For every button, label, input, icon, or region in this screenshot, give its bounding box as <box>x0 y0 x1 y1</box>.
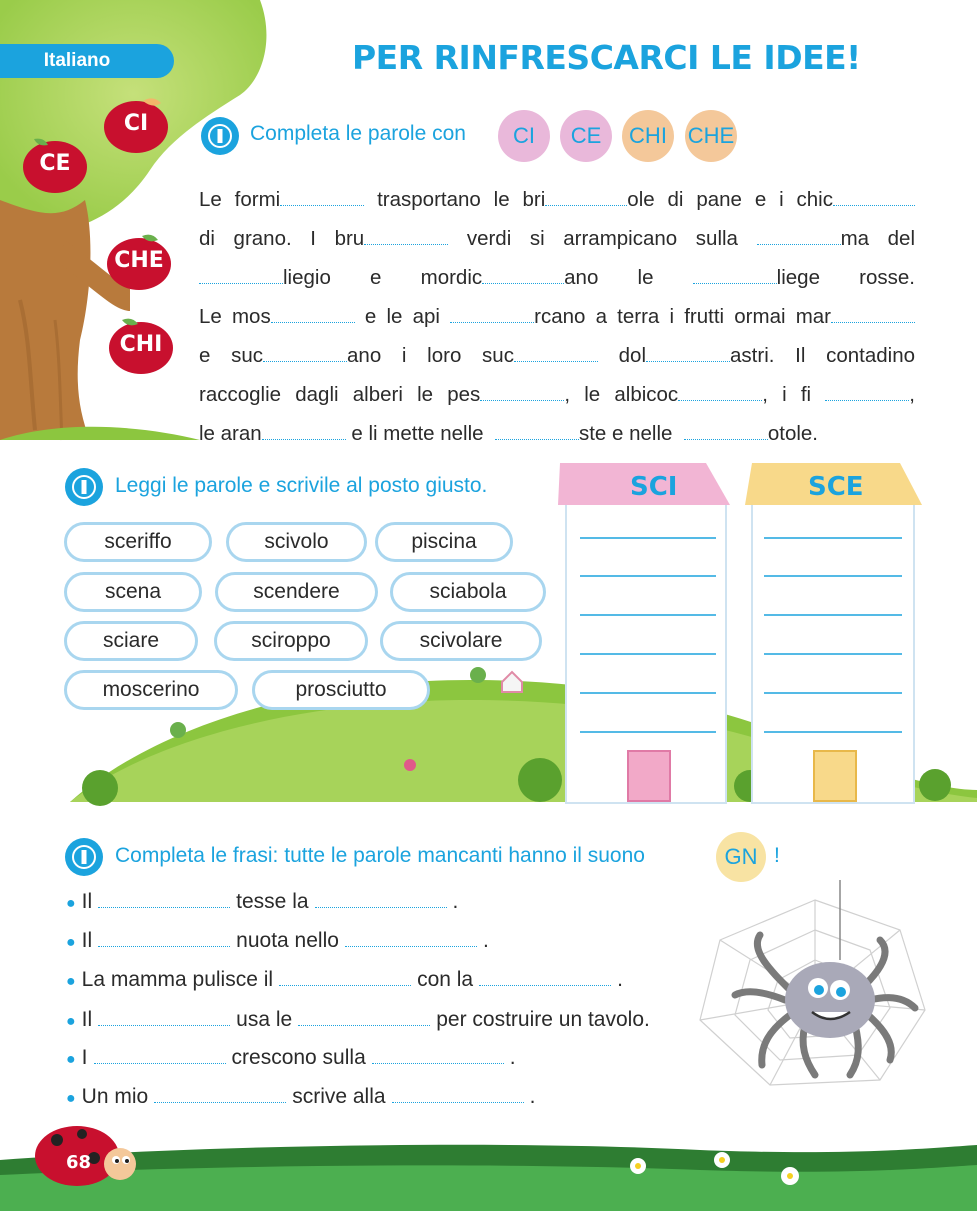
blank[interactable] <box>98 891 230 908</box>
blank[interactable] <box>364 226 448 245</box>
bullet-icon: ● <box>66 1090 76 1107</box>
passage-line: liegio e mordic ano le liege rosse. <box>199 258 915 297</box>
blank[interactable] <box>199 265 283 284</box>
sorting-buildings <box>530 455 950 805</box>
blank[interactable] <box>263 343 347 362</box>
sentence: ● Il nuota nello . <box>66 929 489 952</box>
blank[interactable] <box>154 1086 286 1103</box>
blank[interactable] <box>450 304 534 323</box>
passage-line: di grano. I bru verdi si arrampicano sulla ma del <box>199 227 915 250</box>
word-card[interactable]: sceriffo <box>64 522 212 562</box>
blank[interactable] <box>315 891 447 908</box>
bullet-icon: ● <box>66 973 76 990</box>
blank[interactable] <box>298 1009 430 1026</box>
exercise-2-instruction: Leggi le parole e scrivile al posto giusto. <box>115 474 488 497</box>
word-card[interactable]: prosciutto <box>252 670 430 710</box>
bubble-ce: CE <box>560 110 612 162</box>
blank[interactable] <box>98 1009 230 1026</box>
bubble-che: CHE <box>685 110 737 162</box>
passage-line: Le formi trasportano le bri ole di pane e i chic <box>199 180 915 219</box>
bubble-ci: CI <box>498 110 550 162</box>
passage-line: le aran e li mette nelle ste e nelle otole. <box>199 422 818 445</box>
sentence: ● I crescono sulla . <box>66 1046 516 1069</box>
blank[interactable] <box>757 226 841 245</box>
page-title: PER RINFRESCARCI LE IDEE! <box>352 38 861 77</box>
passage-line: Le mos e le api rcano a terra i frutti ormai mar <box>199 297 915 336</box>
blank[interactable] <box>545 187 627 206</box>
apple-ce: CE <box>22 135 88 193</box>
blank[interactable] <box>479 969 611 986</box>
bullet-icon: ● <box>66 1051 76 1068</box>
word-card[interactable]: scivolo <box>226 522 367 562</box>
spider-illustration <box>690 880 940 1100</box>
blank[interactable] <box>833 187 915 206</box>
apple-chi: CHI <box>108 316 174 374</box>
word-card[interactable]: sciroppo <box>214 621 368 661</box>
column-sci-title: SCI <box>630 472 678 502</box>
exercise-1-passage <box>199 180 915 453</box>
blank[interactable] <box>514 343 598 362</box>
blank[interactable] <box>646 343 730 362</box>
blank[interactable] <box>684 421 768 440</box>
exercise-1-icon <box>200 116 240 156</box>
blank[interactable] <box>271 304 355 323</box>
bubble-chi: CHI <box>622 110 674 162</box>
blank[interactable] <box>825 382 909 401</box>
blank[interactable] <box>693 265 777 284</box>
exercise-1-instruction: Completa le parole con <box>250 122 466 145</box>
sentence: ● Un mio scrive alla . <box>66 1085 536 1108</box>
bubble-gn: GN <box>716 832 766 882</box>
apple-ci: CI <box>103 95 169 153</box>
blank[interactable] <box>279 969 411 986</box>
word-card[interactable]: sciare <box>64 621 198 661</box>
exercise-3-icon <box>64 837 104 877</box>
sentence: ● Il usa le per costruire un tavolo. <box>66 1008 650 1031</box>
column-sce-title: SCE <box>808 472 864 502</box>
word-card[interactable]: sciabola <box>390 572 546 612</box>
exercise-3-exclamation: ! <box>774 844 780 867</box>
blank[interactable] <box>495 421 579 440</box>
bullet-icon: ● <box>66 1013 76 1030</box>
exercise-3-instruction: Completa le frasi: tutte le parole mancanti hanno il suono <box>115 844 645 867</box>
blank[interactable] <box>372 1047 504 1064</box>
blank[interactable] <box>678 382 762 401</box>
blank[interactable] <box>480 382 564 401</box>
blank[interactable] <box>831 304 915 323</box>
sentence: ● La mamma pulisce il con la . <box>66 968 623 991</box>
blank[interactable] <box>98 930 230 947</box>
page-number: 68 <box>66 1152 92 1173</box>
word-card[interactable]: scena <box>64 572 202 612</box>
blank[interactable] <box>482 265 564 284</box>
apple-che: CHE <box>106 232 172 290</box>
word-card[interactable]: scivolare <box>380 621 542 661</box>
bullet-icon: ● <box>66 895 76 912</box>
blank[interactable] <box>345 930 477 947</box>
word-card[interactable]: piscina <box>375 522 513 562</box>
word-card[interactable]: scendere <box>215 572 378 612</box>
passage-line: raccoglie dagli alberi le pes , le albicoc , i fi , <box>199 383 915 406</box>
blank[interactable] <box>392 1086 524 1103</box>
passage-line: e suc ano i loro suc dol astri. Il contadino <box>199 344 915 367</box>
sentence: ● Il tesse la . <box>66 890 459 913</box>
exercise-2-icon <box>64 467 104 507</box>
blank[interactable] <box>280 187 364 206</box>
blank[interactable] <box>94 1047 226 1064</box>
bullet-icon: ● <box>66 934 76 951</box>
blank[interactable] <box>262 421 346 440</box>
word-card[interactable]: moscerino <box>64 670 238 710</box>
subject-tab: Italiano <box>0 44 174 78</box>
